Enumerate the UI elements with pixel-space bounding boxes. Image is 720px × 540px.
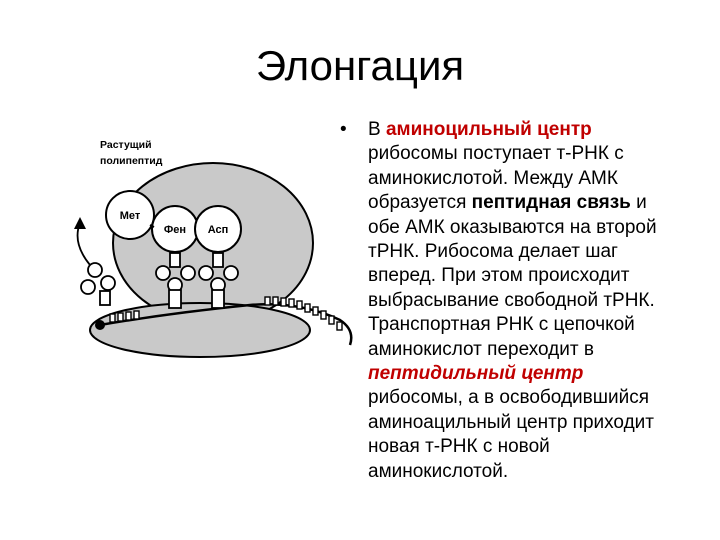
text-part-2: рибосомы поступает т-РНК с аминокислотой. Между АМК образуется: [368, 143, 624, 214]
text-part-1: В: [368, 119, 386, 140]
trna-exiting: [81, 263, 115, 305]
bullet: •: [340, 119, 347, 140]
elongation-diagram: [50, 125, 370, 365]
text-part-4: рибосомы, а в освободившийся аминоацильный центр приходит новая т-РНК с новой аминокислотой.: [368, 387, 654, 482]
description-text: [340, 118, 680, 484]
label-phe: Фен: [163, 224, 187, 236]
text-aminoacyl-center: аминоцильный центр: [385, 119, 592, 140]
label-polypeptide-line1: Растущий: [100, 139, 152, 151]
label-asp: Асп: [207, 224, 229, 236]
slide-title: Элонгация: [255, 42, 465, 89]
text-peptide-bond: пептидная связь: [471, 192, 631, 214]
label-polypeptide-line2: полипептид: [100, 155, 163, 167]
exit-arrow-head: [74, 217, 86, 229]
text-part-3: и обе АМК оказываются на второй тРНК. Рибосома делает шаг вперед. При этом происходит выбрасывание свободной тРНК. Транспортная РНК с цепочкой аминокислот переходит в: [368, 192, 657, 360]
exit-arrow: [78, 223, 90, 265]
mrna-cap: [95, 320, 105, 330]
label-met: Мет: [119, 210, 141, 222]
text-peptidyl-center: пептидильный центр: [368, 363, 584, 385]
